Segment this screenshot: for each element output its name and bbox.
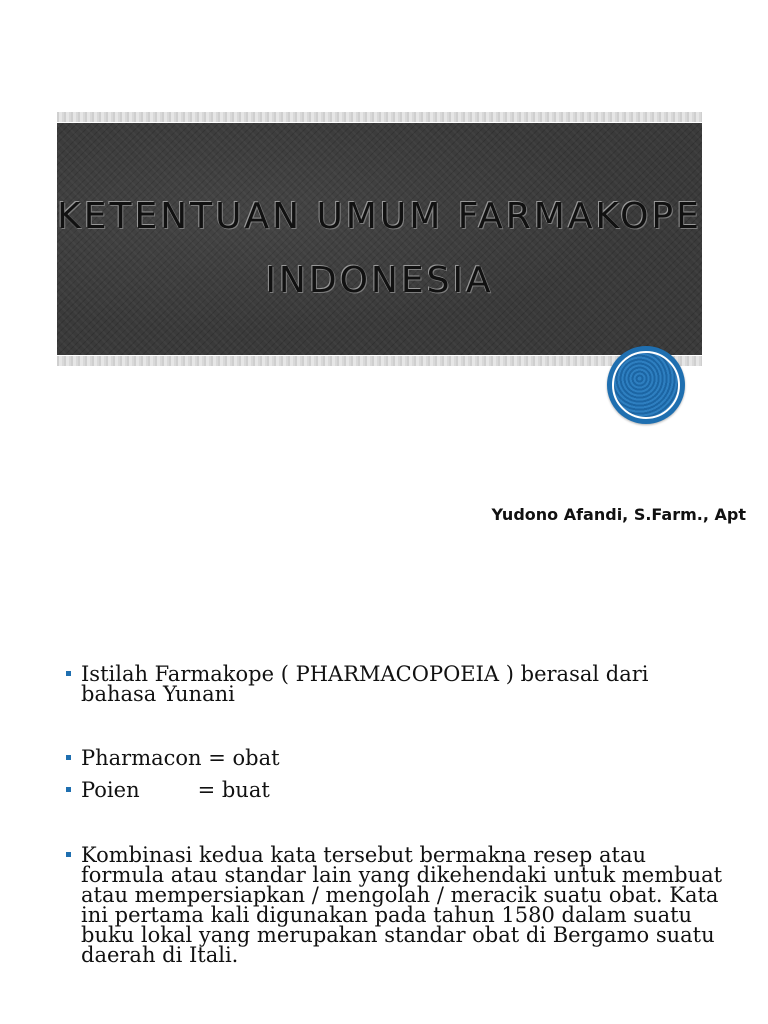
bullet-item-poien [64,780,724,800]
bullet-item-combination [64,845,724,965]
author-name: Yudono Afandi, S.Farm., Apt [491,505,746,524]
title-band-bottom-decoration [57,356,702,366]
bullet-definition: = buat [197,778,270,802]
bullet-definition: = obat [208,746,280,770]
title-panel [57,123,702,355]
blue-seal-icon [607,346,685,424]
slide-title-line-1: KETENTUAN UMUM FARMAKOPE [57,196,702,237]
bullet-item-pharmacon [64,748,724,768]
bullet-term: Poien [81,778,140,802]
bullet-text: Kombinasi kedua kata tersebut bermakna resep atau formula atau standar lain yang dikehendaki untuk membuat atau mempersiapkan / mengolah / meracik suatu obat. Kata ini pertama kali digunakan pada tahun 1580 dalam suatu buku lokal yang merupakan standar obat di Bergamo suatu daerah di Itali. [81,843,723,967]
blue-seal-inner-ring [612,351,680,419]
bullet-term: Pharmacon [81,746,202,770]
slide-title [57,185,702,313]
bullet-text: Istilah Farmakope ( PHARMACOPOEIA ) berasal dari bahasa Yunani [81,662,649,706]
bullet-item-origin [64,664,724,704]
title-band-top-decoration [57,112,702,122]
slide-title-line-2: INDONESIA [265,260,494,301]
bullet-list [64,664,724,965]
